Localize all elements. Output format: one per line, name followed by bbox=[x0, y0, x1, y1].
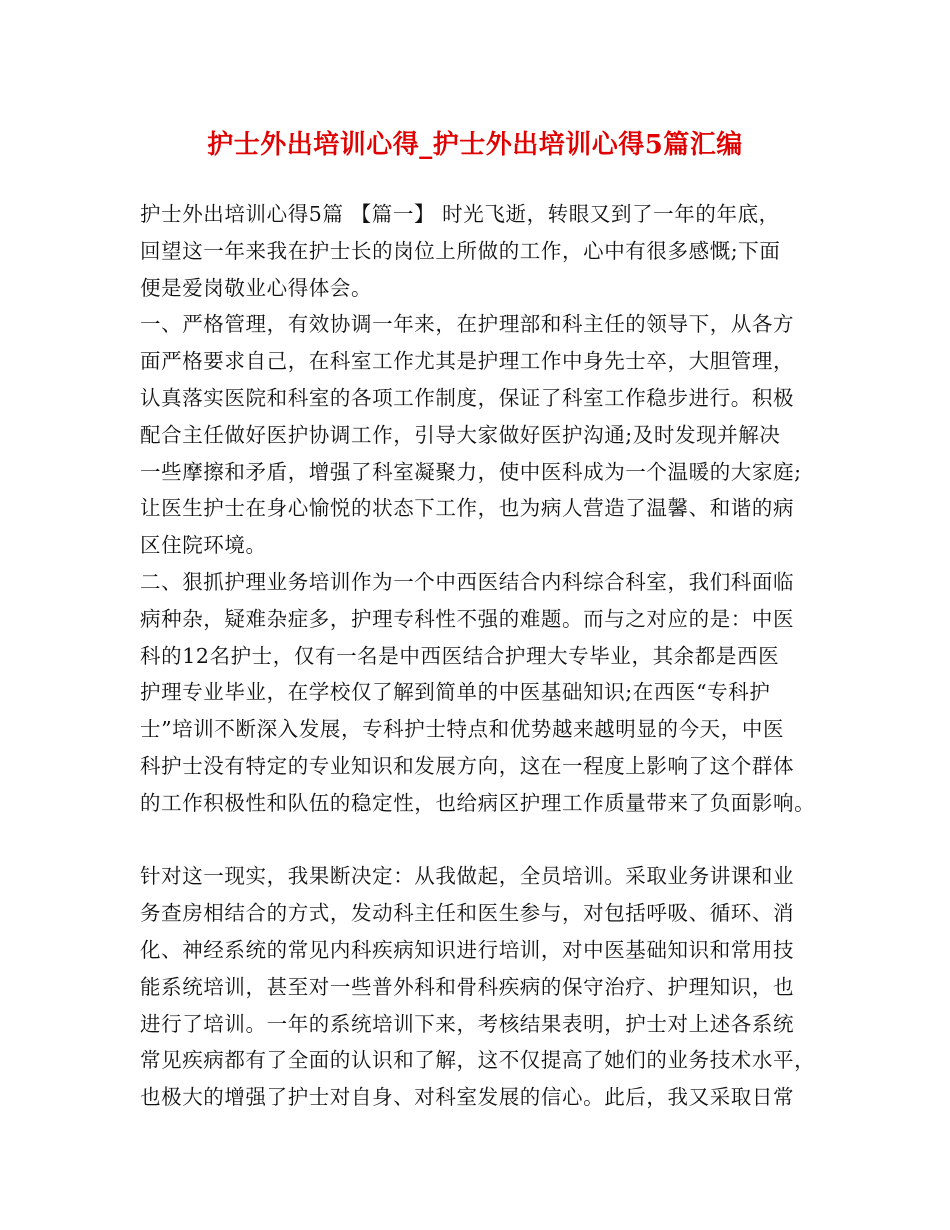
text-line: 护理专业毕业，在学校仅了解到简单的中医基础知识;在西医“专科护 bbox=[140, 680, 771, 705]
text-line: 能系统培训，甚至对一些普外科和骨科疾病的保守治疗、护理知识，也 bbox=[140, 974, 795, 999]
paragraph-gap bbox=[140, 822, 840, 859]
text-line: 也极大的增强了护士对自身、对科室发展的信心。此后，我又采取日常 bbox=[140, 1085, 795, 1110]
text-line: 护士外出培训心得5篇 【篇一】 时光飞逝，转眼又到了一年的年底， bbox=[140, 202, 780, 226]
text-line: 科护士没有特定的专业知识和发展方向，这在一程度上影响了这个群体 bbox=[140, 753, 795, 778]
text-line: 面严格要求自己，在科室工作尤其是护理工作中身先士卒，大胆管理， bbox=[140, 349, 795, 374]
text-line: 常见疾病都有了全面的认识和了解，这不仅提高了她们的业务技术水平， bbox=[140, 1048, 816, 1073]
text-line: 务查房相结合的方式，发动科主任和医生参与，对包括呼吸、循环、消 bbox=[140, 901, 795, 926]
text-line: 科的12名护士，仅有一名是中西医结合护理大专毕业，其余都是西医 bbox=[140, 643, 780, 668]
text-line: 士”培训不断深入发展，专科护士特点和优势越来越明显的今天，中医 bbox=[140, 717, 785, 742]
text-line: 二、狠抓护理业务培训作为一个中西医结合内科综合科室，我们科面临 bbox=[140, 569, 795, 594]
text-line: 针对这一现实，我果断决定：从我做起，全员培训。采取业务讲课和业 bbox=[140, 864, 795, 889]
text-line: 配合主任做好医护协调工作，引导大家做好医护沟通;及时发现并解决 bbox=[140, 422, 781, 447]
text-line: 区住院环境。 bbox=[140, 533, 267, 558]
document-body bbox=[140, 196, 840, 1116]
text-line: 认真落实医院和科室的各项工作制度，保证了科室工作稳步进行。积极 bbox=[140, 385, 795, 410]
text-line: 的工作积极性和队伍的稳定性，也给病区护理工作质量带来了负面影响。 bbox=[140, 790, 816, 815]
document-title: 护士外出培训心得_护士外出培训心得5篇汇编 bbox=[207, 130, 743, 160]
text-line: 回望这一年来我在护士长的岗位上所做的工作，心中有很多感慨;下面 bbox=[140, 238, 781, 263]
text-line: 让医生护士在身心愉悦的状态下工作，也为病人营造了温馨、和谐的病 bbox=[140, 496, 795, 521]
text-line: 病种杂，疑难杂症多，护理专科性不强的难题。而与之对应的是：中医 bbox=[140, 606, 795, 631]
text-line: 化、神经系统的常见内科疾病知识进行培训，对中医基础知识和常用技 bbox=[140, 937, 795, 962]
text-line: 进行了培训。一年的系统培训下来，考核结果表明，护士对上述各系统 bbox=[140, 1011, 795, 1036]
text-line: 一、严格管理，有效协调一年来，在护理部和科主任的领导下，从各方 bbox=[140, 312, 795, 337]
text-line: 便是爱岗敬业心得体会。 bbox=[140, 275, 373, 300]
text-line: 一些摩擦和矛盾，增强了科室凝聚力，使中医科成为一个温暖的大家庭; bbox=[140, 459, 802, 484]
